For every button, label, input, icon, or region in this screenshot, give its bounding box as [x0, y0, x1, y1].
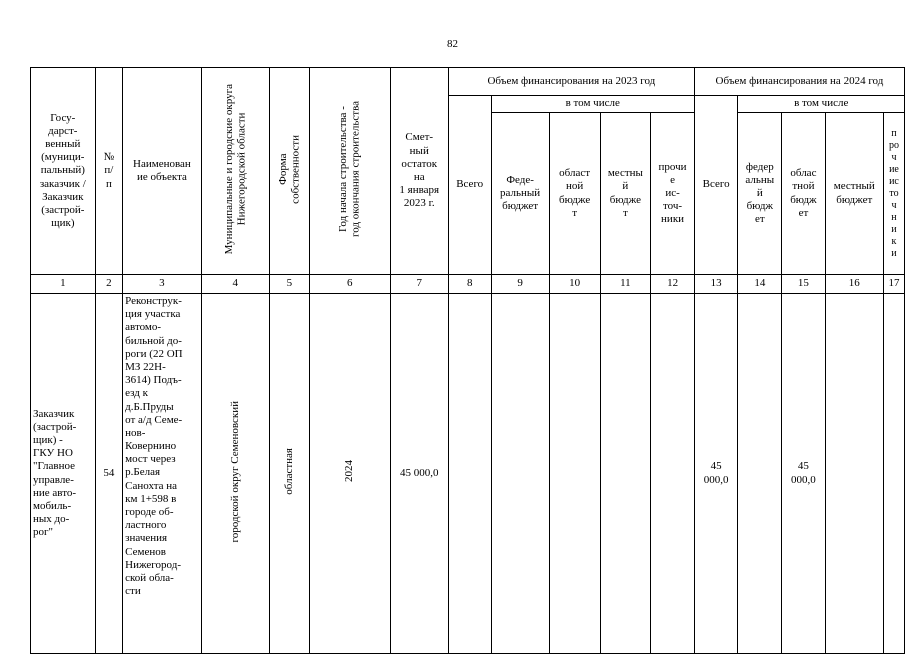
header-estimate: Смет- ный остаток на 1 января 2023 г. — [390, 68, 448, 275]
header-num: № п/ п — [95, 68, 123, 275]
header-customer: Госу- дарст- венный (муници- пальный) заказчик / Заказчик (застрой- щик) — [31, 68, 96, 275]
col-number: 6 — [309, 275, 390, 294]
header-other-2024: п ро ч ие ис то ч н и к и — [883, 113, 904, 275]
col-number: 14 — [738, 275, 782, 294]
col-number: 7 — [390, 275, 448, 294]
header-local-2023: местны й бюдже т — [600, 113, 651, 275]
col-number: 16 — [825, 275, 883, 294]
header-federal-2023: Феде- ральный бюджет — [491, 113, 549, 275]
col-number: 8 — [448, 275, 491, 294]
col-number: 13 — [694, 275, 738, 294]
header-financing-2023: Объем финансирования на 2023 год — [448, 68, 694, 96]
col-number: 17 — [883, 275, 904, 294]
header-other-2023: прочи е ис- точ- ники — [651, 113, 695, 275]
row-local-2024 — [825, 294, 883, 654]
row-regional-2024: 45 000,0 — [782, 294, 825, 654]
financing-table — [30, 67, 905, 654]
col-number: 11 — [600, 275, 651, 294]
row-other-2023 — [651, 294, 695, 654]
row-customer: Заказчик (застрой- щик) - ГКУ НО "Главное управле- ние авто- мобиль- ных до- рог" — [31, 294, 96, 654]
row-num: 54 — [95, 294, 123, 654]
header-municipality: Муниципальные и городские округа Нижегородской области — [222, 83, 248, 255]
header-financing-2024: Объем финансирования на 2024 год — [694, 68, 904, 96]
header-total-2023: Всего — [448, 96, 491, 275]
row-local-2023 — [600, 294, 651, 654]
col-number: 12 — [651, 275, 695, 294]
col-number: 9 — [491, 275, 549, 294]
row-regional-2023 — [549, 294, 600, 654]
row-federal-2024 — [738, 294, 782, 654]
row-years: 2024 — [343, 460, 356, 483]
col-number: 15 — [782, 275, 825, 294]
col-number: 4 — [201, 275, 269, 294]
col-number: 5 — [269, 275, 309, 294]
col-number: 3 — [123, 275, 202, 294]
table-row — [31, 294, 905, 654]
row-estimate: 45 000,0 — [390, 294, 448, 654]
header-regional-2024: облас тной бюдж ет — [782, 113, 825, 275]
row-total-2024: 45 000,0 — [694, 294, 738, 654]
col-number: 10 — [549, 275, 600, 294]
row-municipality: городской округ Семеновский — [228, 400, 241, 543]
row-other-2024 — [883, 294, 904, 654]
header-object-name: Наименован ие объекта — [123, 68, 202, 275]
row-ownership: областная — [283, 448, 296, 495]
header-years: Год начала строительства - год окончания строительства — [337, 100, 362, 237]
header-federal-2024: федер альны й бюдж ет — [738, 113, 782, 275]
header-total-2024: Всего — [694, 96, 738, 275]
page-number: 82 — [447, 38, 458, 50]
header-including-2023: в том числе — [491, 96, 694, 113]
header-regional-2023: област ной бюдже т — [549, 113, 600, 275]
row-federal-2023 — [491, 294, 549, 654]
header-ownership: Форма собственности — [276, 134, 302, 204]
row-total-2023 — [448, 294, 491, 654]
header-including-2024: в том числе — [738, 96, 905, 113]
row-object-name: Реконструк- ция участка автомо- бильной до- роги (22 ОП МЗ 22Н- 3614) Подъ- езд к д.Б.Пруды от а/д Семе- нов- Ковернино мост через р.Белая Санохта на км 1+598 в городе об- ластного значения Семенов Нижегород- ской обла- сти — [123, 294, 202, 654]
col-number: 1 — [31, 275, 96, 294]
header-local-2024: местный бюджет — [825, 113, 883, 275]
col-number: 2 — [95, 275, 123, 294]
